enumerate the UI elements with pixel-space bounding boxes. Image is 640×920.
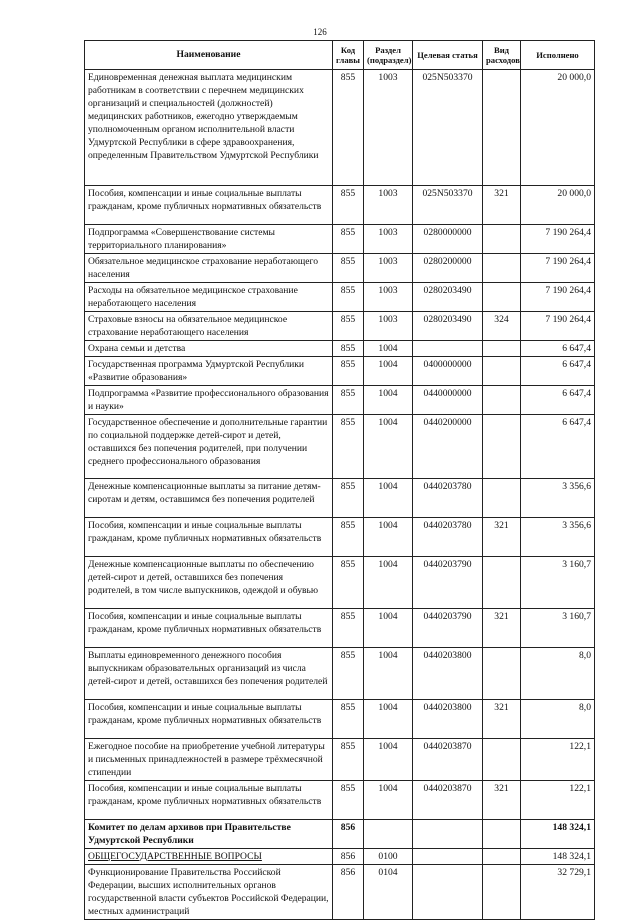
row-code: 855 <box>333 186 364 225</box>
row-done: 148 324,1 <box>521 849 595 865</box>
table-row <box>85 479 595 518</box>
row-type <box>483 820 521 849</box>
row-name: Обязательное медицинское страхование неработающего населения <box>85 254 333 283</box>
row-done: 7 190 264,4 <box>521 283 595 312</box>
row-code: 856 <box>333 849 364 865</box>
row-article: 0440203800 <box>413 700 483 739</box>
header-section: Раздел (подраздел) <box>364 41 413 70</box>
row-name: Подпрограмма «Совершенствование системы территориального планирования» <box>85 225 333 254</box>
row-article: 0280200000 <box>413 254 483 283</box>
row-code: 856 <box>333 865 364 920</box>
row-section: 1004 <box>364 479 413 518</box>
row-name: Выплаты единовременного денежного пособия выпускникам образовательных организаций из числа детей-сирот и детей, оставшихся без попечения родителей <box>85 648 333 700</box>
table-row <box>85 557 595 609</box>
row-type: 321 <box>483 186 521 225</box>
row-section: 1003 <box>364 70 413 186</box>
row-code: 855 <box>333 609 364 648</box>
row-done: 6 647,4 <box>521 341 595 357</box>
row-article: 0440203780 <box>413 479 483 518</box>
row-article: 0280203490 <box>413 312 483 341</box>
row-name: Пособия, компенсации и иные социальные выплаты гражданам, кроме публичных нормативных обязательств <box>85 781 333 820</box>
row-name: Денежные компенсационные выплаты по обеспечению детей-сирот и детей, оставшихся без попечения родителей, в том числе выпускников, одеждой и обувью <box>85 557 333 609</box>
table-row <box>85 865 595 920</box>
row-article <box>413 820 483 849</box>
row-section: 0100 <box>364 849 413 865</box>
row-code: 855 <box>333 225 364 254</box>
row-article: 0280000000 <box>413 225 483 254</box>
row-name: Ежегодное пособие на приобретение учебной литературы и письменных принадлежностей в размере трёхмесячной стипендии <box>85 739 333 781</box>
row-type: 321 <box>483 518 521 557</box>
table-row <box>85 739 595 781</box>
row-name: Пособия, компенсации и иные социальные выплаты гражданам, кроме публичных нормативных обязательств <box>85 518 333 557</box>
row-article: 0440203870 <box>413 781 483 820</box>
row-code: 856 <box>333 820 364 849</box>
row-type <box>483 479 521 518</box>
row-type <box>483 283 521 312</box>
header-done: Исполнено <box>521 41 595 70</box>
row-section: 1004 <box>364 557 413 609</box>
table-row <box>85 186 595 225</box>
row-section: 1004 <box>364 386 413 415</box>
header-code: Код главы <box>333 41 364 70</box>
row-code: 855 <box>333 781 364 820</box>
table-row <box>85 283 595 312</box>
table-row <box>85 254 595 283</box>
row-done: 3 356,6 <box>521 479 595 518</box>
row-name: Государственная программа Удмуртской Республики «Развитие образования» <box>85 357 333 386</box>
row-done: 3 160,7 <box>521 557 595 609</box>
row-section: 1003 <box>364 254 413 283</box>
row-article: 025N503370 <box>413 186 483 225</box>
row-type <box>483 648 521 700</box>
row-type <box>483 225 521 254</box>
row-section: 0104 <box>364 865 413 920</box>
table-row <box>85 518 595 557</box>
table-row <box>85 225 595 254</box>
row-type <box>483 557 521 609</box>
row-section: 1004 <box>364 357 413 386</box>
row-code: 855 <box>333 341 364 357</box>
row-type <box>483 415 521 479</box>
table-row <box>85 609 595 648</box>
header-article: Целевая статья <box>413 41 483 70</box>
row-code: 855 <box>333 479 364 518</box>
table-row <box>85 781 595 820</box>
row-type <box>483 739 521 781</box>
table-row <box>85 700 595 739</box>
table-row <box>85 820 595 849</box>
row-done: 148 324,1 <box>521 820 595 849</box>
row-type <box>483 70 521 186</box>
row-name: Государственное обеспечение и дополнительные гарантии по социальной поддержке детей-сирот и детей, оставшихся без попечения родителей, при получении среднего профессионального образования <box>85 415 333 479</box>
table-row <box>85 849 595 865</box>
row-article: 0400000000 <box>413 357 483 386</box>
row-article: 0440203780 <box>413 518 483 557</box>
table-row <box>85 70 595 186</box>
row-article: 0440203790 <box>413 557 483 609</box>
row-name: Пособия, компенсации и иные социальные выплаты гражданам, кроме публичных нормативных обязательств <box>85 700 333 739</box>
row-code: 855 <box>333 739 364 781</box>
row-name: Подпрограмма «Развитие профессионального образования и науки» <box>85 386 333 415</box>
row-done: 8,0 <box>521 648 595 700</box>
row-name: Денежные компенсационные выплаты за питание детям-сиротам и детям, оставшимся без попечения родителей <box>85 479 333 518</box>
row-done: 20 000,0 <box>521 70 595 186</box>
header-name: Наименование <box>85 41 333 70</box>
row-article: 0440000000 <box>413 386 483 415</box>
row-code: 855 <box>333 70 364 186</box>
table-row <box>85 341 595 357</box>
header-type: Вид расходов <box>483 41 521 70</box>
row-type <box>483 865 521 920</box>
table-row <box>85 648 595 700</box>
row-section: 1003 <box>364 225 413 254</box>
row-type: 321 <box>483 609 521 648</box>
row-article <box>413 865 483 920</box>
row-section: 1004 <box>364 700 413 739</box>
row-section: 1004 <box>364 518 413 557</box>
row-name-text: ОБЩЕГОСУДАРСТВЕННЫЕ ВОПРОСЫ <box>88 851 262 862</box>
row-code: 855 <box>333 518 364 557</box>
row-type: 321 <box>483 700 521 739</box>
row-type: 324 <box>483 312 521 341</box>
row-done: 20 000,0 <box>521 186 595 225</box>
row-type <box>483 254 521 283</box>
row-article <box>413 849 483 865</box>
row-done: 6 647,4 <box>521 386 595 415</box>
row-article: 025N503370 <box>413 70 483 186</box>
row-name: Страховые взносы на обязательное медицинское страхование неработающего населения <box>85 312 333 341</box>
row-done: 3 160,7 <box>521 609 595 648</box>
row-article: 0440200000 <box>413 415 483 479</box>
row-code: 855 <box>333 557 364 609</box>
row-section: 1003 <box>364 283 413 312</box>
row-name: Единовременная денежная выплата медицинским работникам в соответствии с перечнем медицинских организаций и специальностей (должностей) медицинских работников, ежегодно утверждаемым уполномоченным органом исполнительной власти Удмуртской Республики в сфере здравоохранения, определенным Правительством Удмуртской Республики <box>85 70 333 186</box>
row-done: 32 729,1 <box>521 865 595 920</box>
row-done: 8,0 <box>521 700 595 739</box>
row-section: 1003 <box>364 312 413 341</box>
table-row <box>85 312 595 341</box>
row-name: Расходы на обязательное медицинское страхование неработающего населения <box>85 283 333 312</box>
row-done: 7 190 264,4 <box>521 254 595 283</box>
budget-table <box>84 40 595 920</box>
row-name: Комитет по делам архивов при Правительстве Удмуртской Республики <box>85 820 333 849</box>
row-code: 855 <box>333 283 364 312</box>
row-type <box>483 849 521 865</box>
row-type <box>483 386 521 415</box>
row-article: 0440203790 <box>413 609 483 648</box>
row-code: 855 <box>333 415 364 479</box>
row-name: Пособия, компенсации и иные социальные выплаты гражданам, кроме публичных нормативных обязательств <box>85 609 333 648</box>
row-code: 855 <box>333 312 364 341</box>
table-row <box>85 386 595 415</box>
row-done: 7 190 264,4 <box>521 225 595 254</box>
row-code: 855 <box>333 386 364 415</box>
row-done: 3 356,6 <box>521 518 595 557</box>
row-section: 1004 <box>364 341 413 357</box>
row-article: 0440203800 <box>413 648 483 700</box>
row-code: 855 <box>333 357 364 386</box>
row-code: 855 <box>333 648 364 700</box>
table-row <box>85 357 595 386</box>
row-code: 855 <box>333 700 364 739</box>
row-type <box>483 341 521 357</box>
row-section: 1004 <box>364 739 413 781</box>
row-done: 6 647,4 <box>521 415 595 479</box>
row-section: 1003 <box>364 186 413 225</box>
row-done: 122,1 <box>521 739 595 781</box>
table-row <box>85 415 595 479</box>
row-name: Функционирование Правительства Российской Федерации, высших исполнительных органов государственной власти субъектов Российской Федерации, местных администраций <box>85 865 333 920</box>
row-section: 1004 <box>364 648 413 700</box>
row-done: 6 647,4 <box>521 357 595 386</box>
header-row <box>85 41 595 70</box>
row-article: 0280203490 <box>413 283 483 312</box>
row-section: 1004 <box>364 609 413 648</box>
row-done: 7 190 264,4 <box>521 312 595 341</box>
row-name: Охрана семьи и детства <box>85 341 333 357</box>
row-type <box>483 357 521 386</box>
row-article <box>413 341 483 357</box>
row-section <box>364 820 413 849</box>
row-name: Пособия, компенсации и иные социальные выплаты гражданам, кроме публичных нормативных обязательств <box>85 186 333 225</box>
page-number: 126 <box>313 27 327 37</box>
row-done: 122,1 <box>521 781 595 820</box>
row-type: 321 <box>483 781 521 820</box>
row-code: 855 <box>333 254 364 283</box>
row-name <box>85 849 333 865</box>
row-section: 1004 <box>364 415 413 479</box>
row-section: 1004 <box>364 781 413 820</box>
row-article: 0440203870 <box>413 739 483 781</box>
